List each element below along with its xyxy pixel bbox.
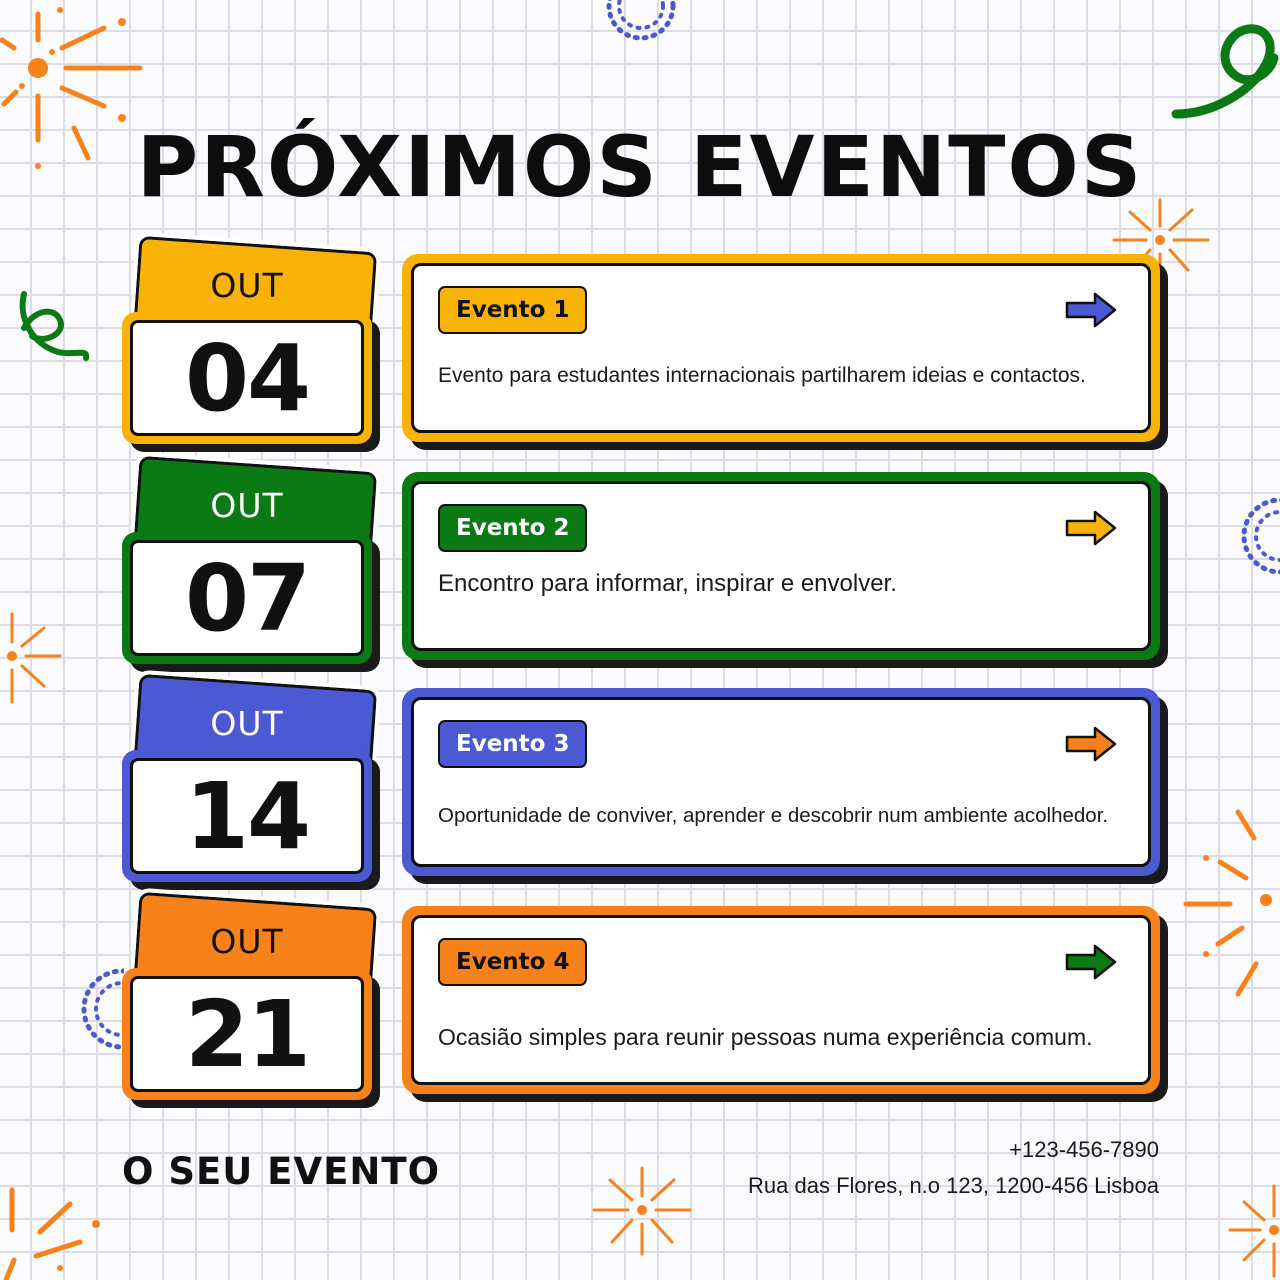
squiggle-icon <box>14 288 94 368</box>
dotted-circle-icon <box>596 0 686 56</box>
event-description: Encontro para informar, inspirar e envolver. <box>438 570 897 597</box>
event-name-badge: Evento 2 <box>438 504 587 552</box>
month-label: OUT <box>210 266 284 305</box>
event-frame <box>402 688 1160 876</box>
event-name-badge: Evento 1 <box>438 286 587 334</box>
date-card-4 <box>122 900 380 1110</box>
day-box <box>122 750 372 882</box>
phone-number[interactable]: +123-456-7890 <box>1009 1137 1159 1162</box>
event-description: Ocasião simples para reunir pessoas numa experiência comum. <box>438 1024 1093 1050</box>
sparkle-icon <box>590 1160 694 1260</box>
day-box <box>122 312 372 444</box>
address: Rua das Flores, n.o 123, 1200-456 Lisboa <box>748 1173 1159 1198</box>
event-card-3[interactable] <box>402 688 1170 886</box>
event-body <box>411 697 1151 867</box>
contact-info <box>748 1132 1159 1204</box>
event-body <box>411 263 1151 433</box>
date-card-2 <box>122 464 380 674</box>
day-box <box>122 968 372 1100</box>
day-number: 07 <box>130 540 364 656</box>
event-body <box>411 481 1151 651</box>
brand-name: O SEU EVENTO <box>122 1150 441 1193</box>
arrow-right-icon[interactable] <box>1064 944 1118 980</box>
event-frame <box>402 472 1160 660</box>
event-name-badge: Evento 3 <box>438 720 587 768</box>
event-description: Evento para estudantes internacionais partilharem ideias e contactos. <box>438 364 1086 387</box>
arrow-right-icon[interactable] <box>1064 726 1118 762</box>
dotted-circle-icon <box>1226 494 1280 578</box>
event-description: Oportunidade de conviver, aprender e descobrir num ambiente acolhedor. <box>438 804 1109 827</box>
day-number: 14 <box>130 758 364 874</box>
squiggle-icon <box>1170 14 1280 124</box>
event-card-1[interactable] <box>402 254 1170 452</box>
event-card-4[interactable] <box>402 906 1170 1104</box>
month-label: OUT <box>210 922 284 961</box>
day-number: 21 <box>130 976 364 1092</box>
event-name-badge: Evento 4 <box>438 938 587 986</box>
event-frame <box>402 254 1160 442</box>
event-card-2[interactable] <box>402 472 1170 670</box>
month-label: OUT <box>210 704 284 743</box>
page-title: PRÓXIMOS EVENTOS <box>136 118 1144 216</box>
arrow-right-icon[interactable] <box>1064 510 1118 546</box>
sparkle-icon <box>0 606 66 706</box>
sparkle-icon <box>1176 804 1280 1004</box>
arrow-right-icon[interactable] <box>1064 292 1118 328</box>
event-body <box>411 915 1151 1085</box>
dotted-circle-icon <box>64 964 124 1054</box>
day-box <box>122 532 372 664</box>
date-card-3 <box>122 682 380 892</box>
month-label: OUT <box>210 486 284 525</box>
event-frame <box>402 906 1160 1094</box>
sparkle-icon <box>0 1180 110 1280</box>
sparkle-icon <box>1226 1180 1280 1280</box>
date-card-1 <box>122 244 380 454</box>
day-number: 04 <box>130 320 364 436</box>
